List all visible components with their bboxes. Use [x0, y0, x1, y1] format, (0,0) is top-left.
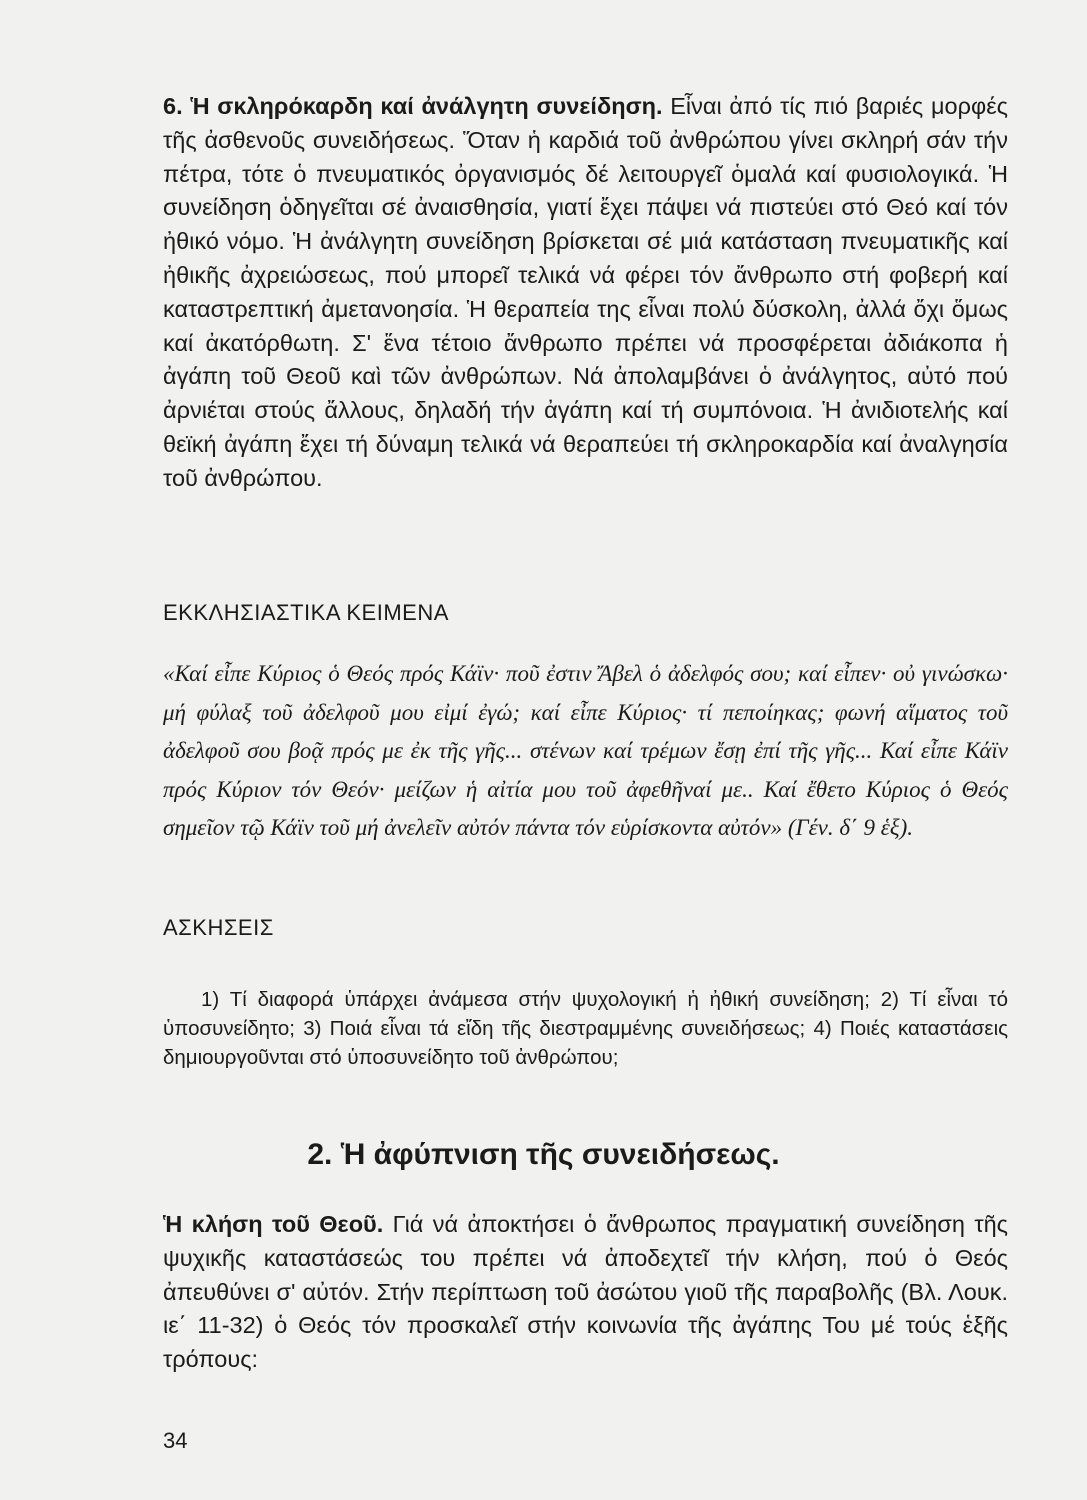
section-2-title: 2. Ἡ ἀφύπνιση τῆς συνειδήσεως.: [307, 1138, 780, 1171]
section-2-lead: Ἡ κλήση τοῦ Θεοῦ.: [163, 1211, 384, 1237]
section-2-paragraph: [163, 1208, 1008, 1377]
section-6-paragraph: [163, 90, 1008, 496]
exercises-text: 1) Τί διαφορά ὑπάρχει ἀνάμεσα στήν ψυχολογική ἡ ἠθική συνείδηση; 2) Τί εἶναι τό ὑποσυνείδητο; 3) Ποιά εἶναι τά εἴδη τῆς διεστραμμένης συνειδήσεως; 4) Ποιές καταστάσεις δημιουργοῦνται στό ὑποσυνείδητο τοῦ ἀνθρώπου;: [163, 988, 1008, 1069]
ecclesiastical-texts-heading: ΕΚΚΛΗΣΙΑΣΤΙΚΑ ΚΕΙΜΕΝΑ: [163, 600, 449, 625]
exercises-heading: ΑΣΚΗΣΕΙΣ: [163, 915, 274, 940]
section-6-lead: 6. Ἡ σκληρόκαρδη καί ἀνάλγητη συνείδηση.: [163, 93, 663, 119]
section-6-body: Εἶναι ἀπό τίς πιό βαριές μορφές τῆς ἀσθενοῦς συνειδήσεως. Ὅταν ἡ καρδιά τοῦ ἀνθρώπου γίνει σκληρή σάν τήν πέτρα, τότε ὁ πνευματικός ὀργανισμός δέ λειτουργεῖ ὁμαλά καί φυσιολογικά. Ἡ συνείδηση ὁδηγεῖται σέ ἀναισθησία, γιατί ἔχει πάψει νά πιστεύει στό Θεό καί τόν ἠθικό νόμο. Ἡ ἀνάλγητη συνείδηση βρίσκεται σέ μιά κατάσταση πνευματικῆς καί ἠθικῆς ἀχρειώσεως, πού μπορεῖ τελικά νά φέρει τόν ἄνθρωπο στή φοβερή καί καταστρεπτική ἀμετανοησία. Ἡ θεραπεία της εἶναι πολύ δύσκολη, ἀλλά ὄχι ὅμως καί ἀκατόρθωτη. Σ' ἕνα τέτοιο ἄνθρωπο πρέπει νά προσφέρεται ἀδιάκοπα ἡ ἀγάπη τοῦ Θεοῦ καὶ τῶν ἀνθρώπων. Νά ἀπολαμβάνει ὁ ἀνάλγητος, αὐτό πού ἀρνιέται στούς ἄλλους, δηλαδή τήν ἀγάπη καί τή συμπόνοια. Ἡ ἀνιδιοτελής καί θεϊκή ἀγάπη ἔχει τή δύναμη τελικά νά θεραπεύει τή σκληροκαρδία καί ἀναλγησία τοῦ ἀνθρώπου.: [163, 93, 1008, 491]
section-2-body: Γιά νά ἀποκτήσει ὁ ἄνθρωπος πραγματική συνείδηση τῆς ψυχικῆς καταστάσεώς του πρέπει νά ἀποδεχτεῖ τήν κλήση, πού ὁ Θεός ἀπευθύνει σ' αὐτόν. Στήν περίπτωση τοῦ ἀσώτου γιοῦ τῆς παραβολῆς (Βλ. Λουκ. ιε΄ 11-32) ὁ Θεός τόν προσκαλεῖ στήν κοινωνία τῆς ἀγάπης Του μέ τούς ἑξῆς τρόπους:: [163, 1211, 1008, 1373]
genesis-quote: «Καί εἶπε Κύριος ὁ Θεός πρός Κάϊν· ποῦ ἐστιν Ἄβελ ὁ ἀδελφός σου; καί εἶπεν· οὐ γινώσκω· μή φύλαξ τοῦ ἀδελφοῦ μου εἰμί ἐγώ; καί εἶπε Κύριος· τί πεποίηκας; φωνή αἵματος τοῦ ἀδελφοῦ σου βοᾷ πρός με ἐκ τῆς γῆς... στένων καί τρέμων ἔσῃ ἐπί τῆς γῆς... Καί εἶπε Κάϊν πρός Κύριον τόν Θεόν· μείζων ἡ αἰτία μου τοῦ ἀφεθῆναί με.. Καί ἔθετο Κύριος ὁ Θεός σημεῖον τῷ Κάϊν τοῦ μή ἀνελεῖν αὐτόν πάντα τόν εὑρίσκοντα αὐτόν» (Γέν. δ΄ 9 ἑξ).: [163, 661, 1008, 841]
page-number: 34: [163, 1428, 188, 1453]
